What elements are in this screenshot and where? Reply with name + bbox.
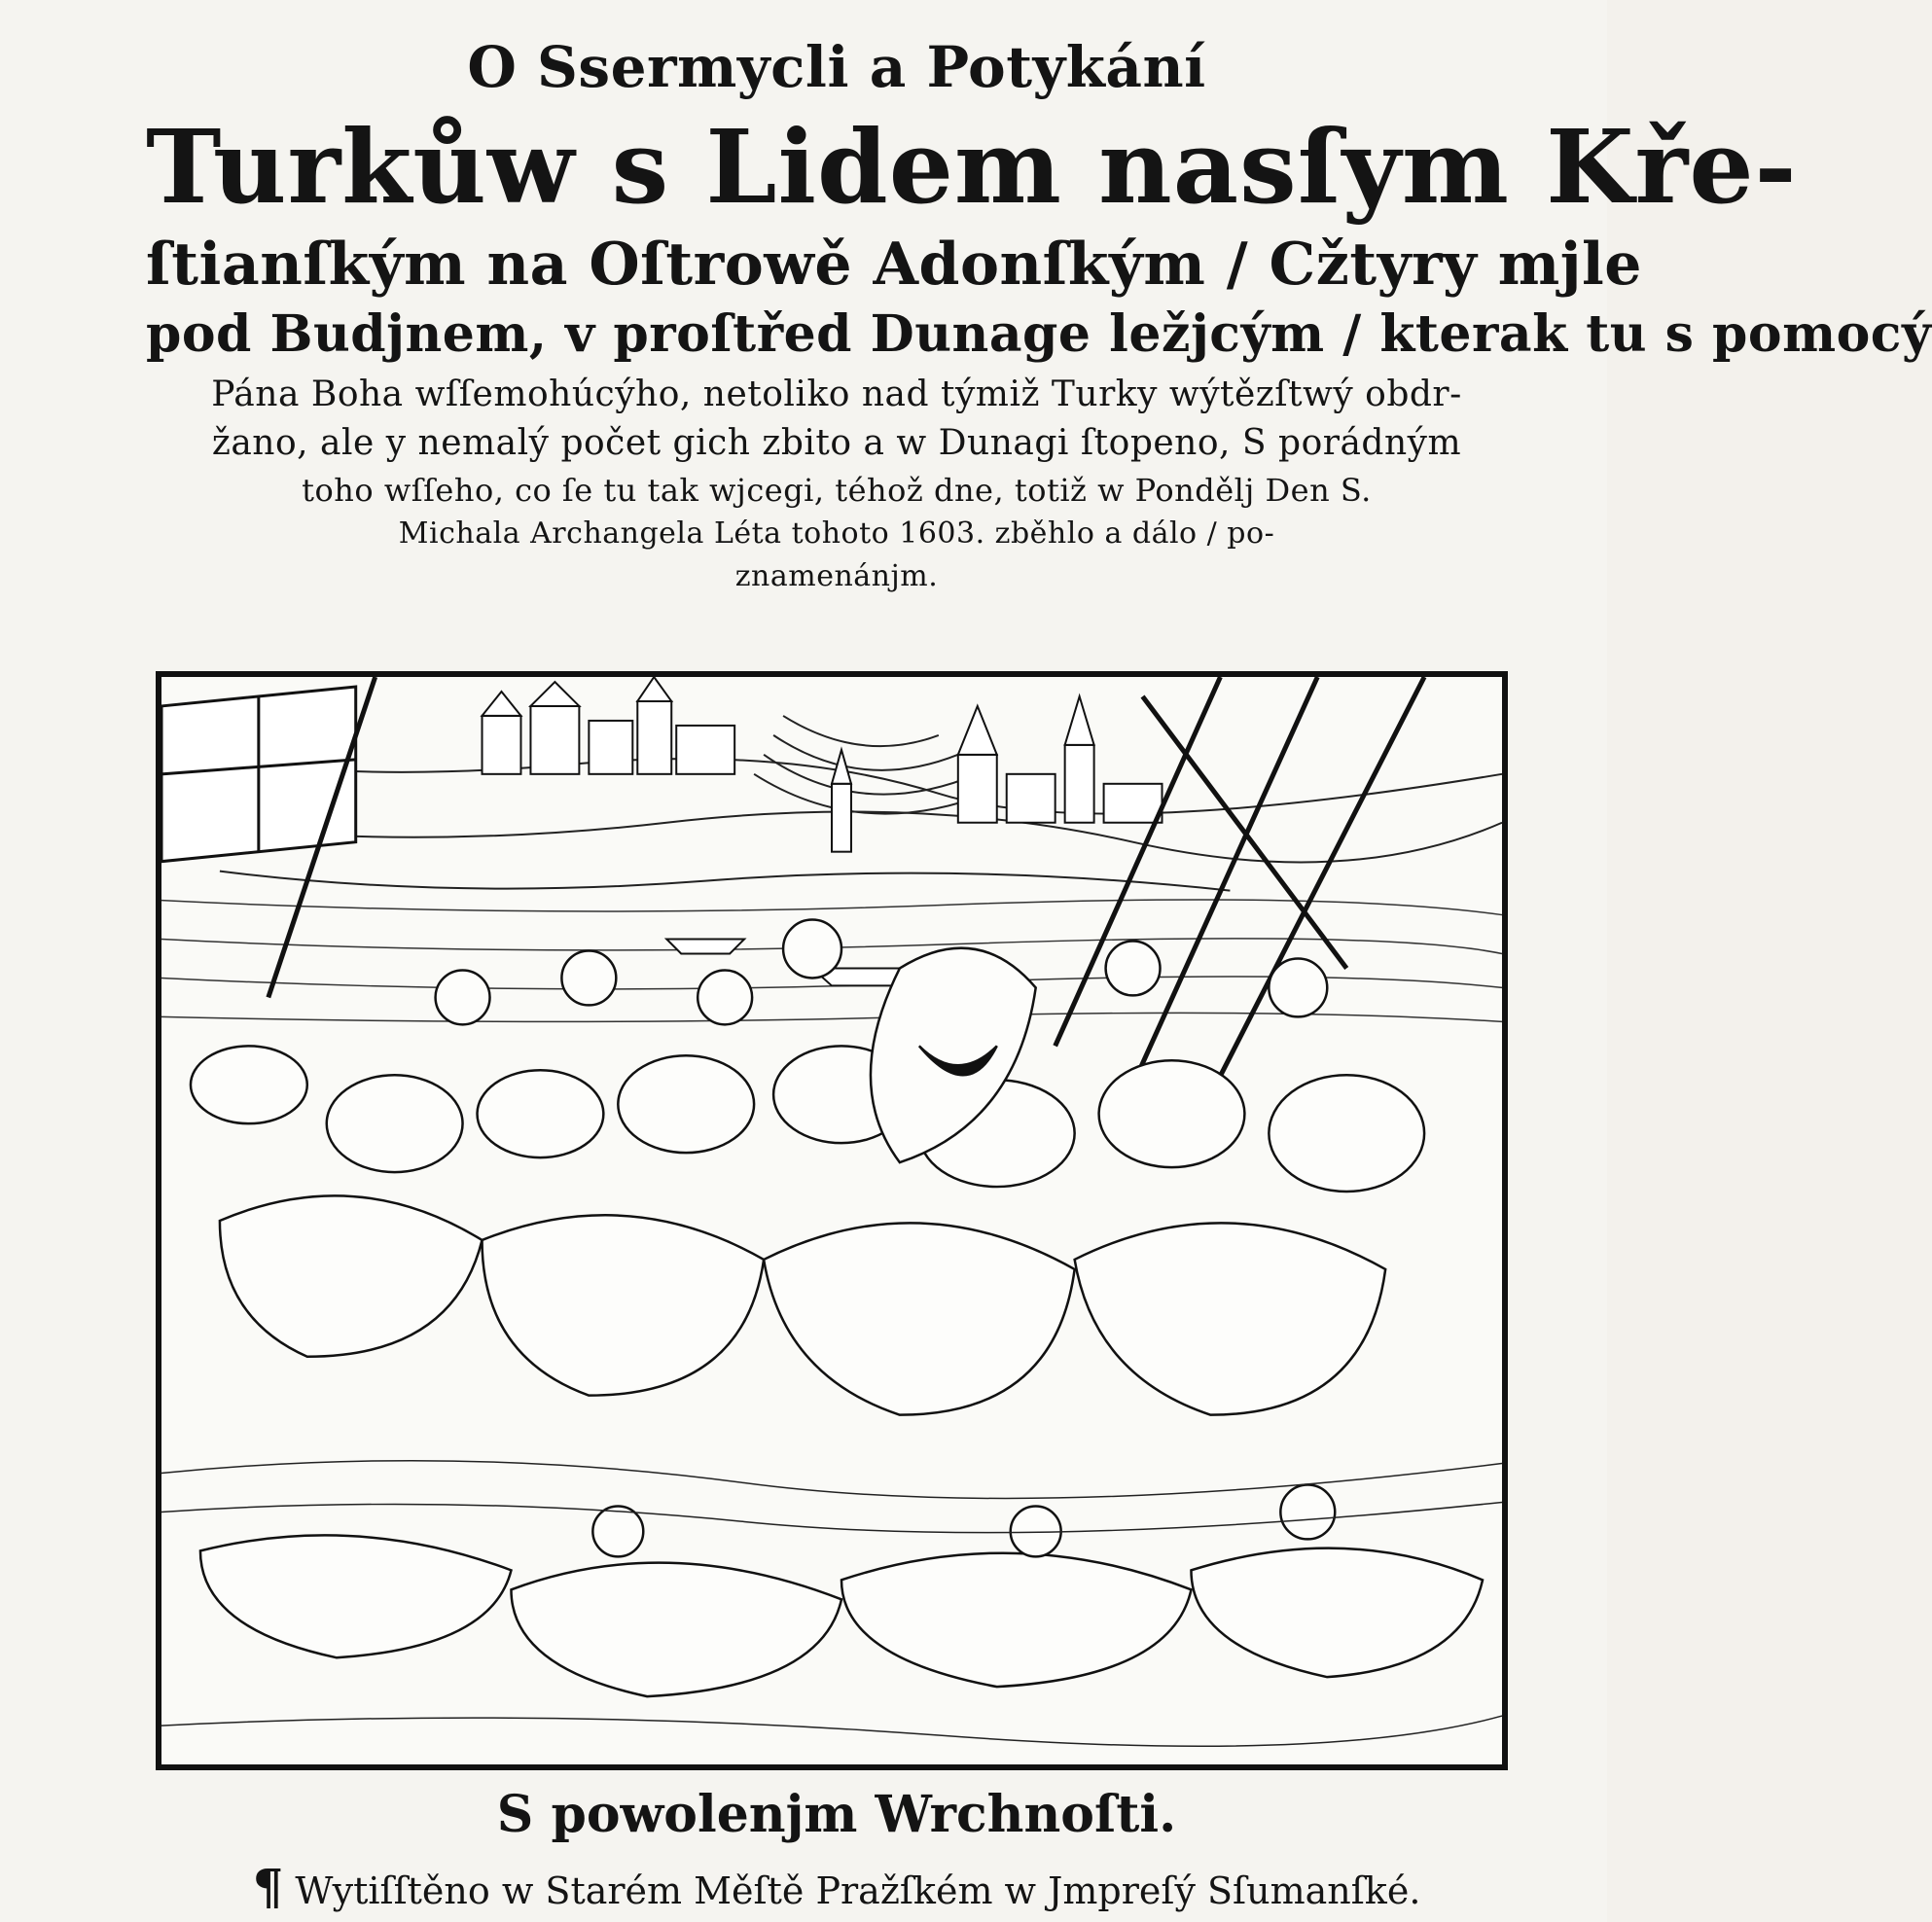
title-line-3: ſtianſkým na Oſtrowě Adonſkým / Cžtyry mjle <box>146 231 1642 299</box>
imprint-line <box>146 1858 1527 1915</box>
pilcrow-icon: ¶ <box>252 1858 284 1915</box>
title-line-6: žano, ale y nemalý počet gich zbito a w Dunagi ſtopeno, S porádným <box>211 423 1462 463</box>
title-line-5: Pána Boha wſſemohúcýho, netoliko nad týmiž Turky wýtězſtwý obdr- <box>211 374 1462 414</box>
title-line-2: Turkůw s Lidem nasſym Kře- <box>146 107 1798 227</box>
cross-flag <box>161 687 356 862</box>
title-line-8: Michala Archangela Léta tohoto 1603. zběhlo a dálo / po- <box>398 516 1275 551</box>
title-line-9: znamenánjm. <box>734 559 939 593</box>
imprint-text: Wytiſſtěno w Starém Měſtě Pražſkém w Jmpreſý Sſumanſké. <box>295 1869 1421 1912</box>
title-line-4: pod Budjnem, v proſtřed Dunage ležjcým / kterak tu s pomocý <box>146 304 1932 364</box>
title-block <box>146 29 1932 593</box>
title-line-7: toho wſſeho, co ſe tu tak wjcegi, téhož dne, totiž w Pondělj Den S. <box>302 472 1372 509</box>
title-line-1: O Ssermycli a Potykání <box>467 34 1206 100</box>
permission-line: S powolenjm Wrchnoſti. <box>496 1785 1177 1844</box>
battle-woodcut-illustration <box>156 671 1508 1770</box>
